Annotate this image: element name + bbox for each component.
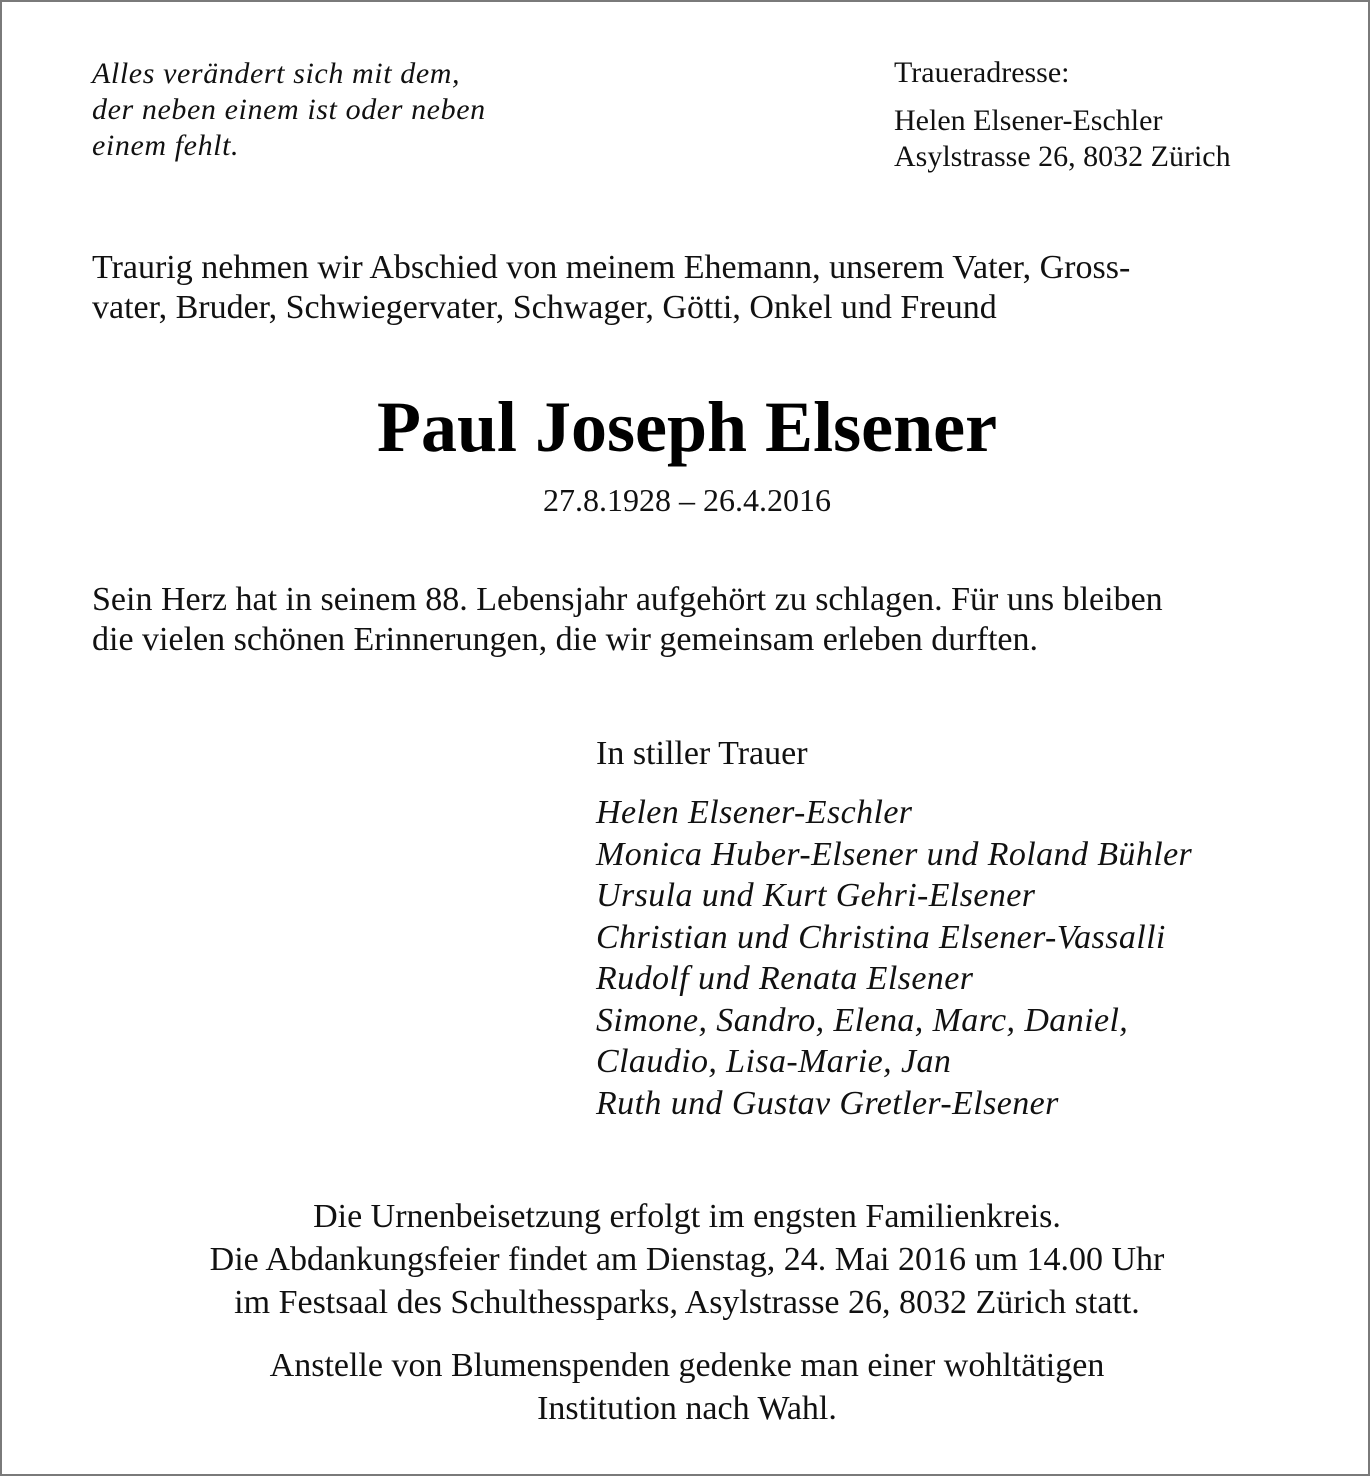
intro-line: Traurig nehmen wir Abschied von meinem Ehemann, unserem Vater, Gross- (92, 249, 1131, 286)
message-line: die vielen schönen Erinnerungen, die wir gemeinsam erleben durften. (92, 621, 1038, 658)
farewell-intro (92, 248, 1130, 328)
deceased-name: Paul Joseph Elsener (376, 387, 998, 467)
mourner-entry: Claudio, Lisa-Marie, Jan (596, 1043, 952, 1080)
donation-line: Institution nach Wahl. (537, 1390, 837, 1427)
funeral-service-info (2, 1195, 1370, 1324)
donation-line: Anstelle von Blumenspenden gedenke man einer wohltätigen (269, 1347, 1105, 1384)
life-dates: 27.8.1928 – 26.4.2016 (543, 482, 831, 518)
message-line: Sein Herz hat in seinem 88. Lebensjahr aufgehört zu schlagen. Für uns bleiben (92, 581, 1163, 618)
intro-line: vater, Bruder, Schwiegervater, Schwager, Götti, Onkel und Freund (92, 289, 997, 326)
mourner-entry: Ursula und Kurt Gehri-Elsener (596, 877, 1036, 914)
motto-line: der neben einem ist oder neben (92, 93, 486, 126)
mourning-address-label: Traueradresse: (894, 56, 1070, 89)
mourning-label: In stiller Trauer (596, 735, 808, 772)
motto-quote (92, 56, 486, 164)
donation-note (2, 1344, 1370, 1430)
mourner-entry: Monica Huber-Elsener und Roland Bühler (596, 835, 1193, 873)
mourner-entry: Rudolf und Renata Elsener (596, 960, 974, 997)
mourner-entry: Ruth und Gustav Gretler-Elsener (596, 1084, 1059, 1122)
mourners-list (596, 792, 1192, 1124)
address-street: Asylstrasse 26, 8032 Zürich (894, 140, 1231, 173)
mourner-entry: Helen Elsener-Eschler (596, 794, 913, 831)
mourning-address (894, 103, 1231, 175)
mourner-entry: Christian und Christina Elsener-Vassalli (596, 918, 1166, 956)
motto-line: Alles verändert sich mit dem, (92, 57, 461, 90)
mourner-entry: Simone, Sandro, Elena, Marc, Daniel, (596, 1001, 1129, 1039)
service-line: im Festsaal des Schulthessparks, Asylstrasse 26, 8032 Zürich statt. (234, 1284, 1140, 1321)
memorial-message (92, 580, 1163, 660)
address-name: Helen Elsener-Eschler (894, 104, 1163, 137)
motto-line: einem fehlt. (92, 129, 240, 162)
service-line: Die Urnenbeisetzung erfolgt im engsten Familienkreis. (313, 1198, 1061, 1235)
service-line: Die Abdankungsfeier findet am Dienstag, 24. Mai 2016 um 14.00 Uhr (209, 1241, 1165, 1278)
